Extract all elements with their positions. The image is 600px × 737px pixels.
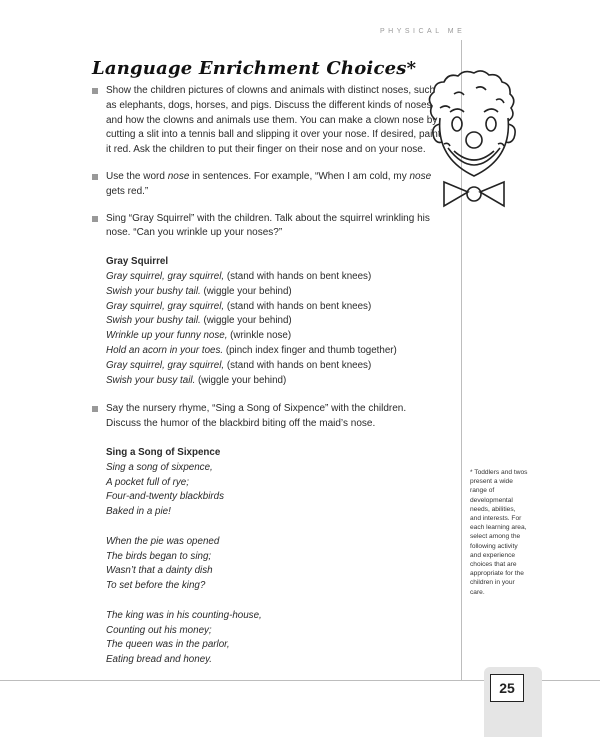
stanza-gap [106, 594, 442, 609]
bullet-text-emphasis: nose [167, 170, 190, 182]
rhyme-line: Four-and-twenty blackbirds [106, 491, 224, 503]
rhyme-line: The birds began to sing; [106, 550, 212, 562]
bullet-text: Sing “Gray Squirrel” with the children. Talk about the squirrel wrinkling his nose. “Can you wrinkle up your noses?” [106, 212, 430, 239]
bullet-square-icon [92, 88, 98, 94]
stanza-gap [106, 520, 442, 535]
bullet-square-icon [92, 406, 98, 412]
side-note: * Toddlers and twos present a wide range of developmental needs, abilities, and interests. For each learning area, select among the following activity and experience choices that are appropriate for the children in your care. [470, 469, 528, 596]
bullet-text-emphasis: nose [409, 170, 432, 182]
song-line: Gray squirrel, gray squirrel, (stand with hands on bent knees) [106, 359, 372, 371]
page-title: Language Enrichment Choices* [92, 58, 417, 79]
bullet-text: Say the nursery rhyme, “Sing a Song of Sixpence” with the children. Discuss the humor of the blackbird biting off the maid’s nose. [106, 403, 407, 430]
song-line: Wrinkle up your funny nose, (wrinkle nose) [106, 330, 292, 342]
bullet-square-icon [92, 174, 98, 180]
rhyme-line: The queen was in the parlor, [106, 639, 230, 651]
bullet-item [92, 402, 442, 432]
rhyme-title: Sing a Song of Sixpence [106, 446, 221, 458]
rhyme-sixpence [106, 446, 442, 668]
rhyme-line: Counting out his money; [106, 624, 212, 636]
bullet-item [92, 170, 442, 200]
rhyme-line: When the pie was opened [106, 535, 220, 547]
rhyme-line: To set before the king? [106, 580, 206, 592]
page-number: 25 [490, 674, 524, 702]
rhyme-line: Wasn’t that a dainty dish [106, 565, 213, 577]
bullet-text-part: gets red.” [106, 185, 149, 197]
bullet-text-part: in sentences. For example, “When I am cold, my [189, 170, 410, 182]
song-title: Gray Squirrel [106, 256, 169, 268]
song-line: Gray squirrel, gray squirrel, (stand with hands on bent knees) [106, 300, 372, 312]
bullet-square-icon [92, 216, 98, 222]
bullet-text: Show the children pictures of clowns and animals with distinct noses, such as elephants, dogs, horses, and pigs. Discuss the different kinds of noses and how the clowns and animals use them. You can make a clown nose by cutting a slit into a tennis ball and slipping it over your nose. If desired, paint it red. Ask the children to put their finger on their nose and on your nose. [106, 85, 441, 156]
rhyme-line: Eating bread and honey. [106, 654, 213, 666]
bullet-text-part: Use the word [106, 170, 168, 182]
main-content [92, 84, 442, 668]
song-line: Swish your bushy tail. (wiggle your behind) [106, 285, 292, 297]
song-line: Hold an acorn in your toes. (pinch index finger and thumb together) [106, 344, 397, 356]
rhyme-line: The king was in his counting-house, [106, 609, 262, 621]
rhyme-line: Sing a song of sixpence, [106, 461, 213, 473]
song-line: Swish your bushy tail. (wiggle your behind) [106, 315, 292, 327]
song-gray-squirrel [106, 255, 442, 388]
song-line: Gray squirrel, gray squirrel, (stand with hands on bent knees) [106, 270, 372, 282]
rhyme-line: A pocket full of rye; [106, 476, 189, 488]
bullet-item [92, 84, 442, 158]
bullet-item [92, 212, 442, 242]
rhyme-line: Baked in a pie! [106, 506, 171, 518]
song-line: Swish your busy tail. (wiggle your behind) [106, 374, 287, 386]
section-header: PHYSICAL ME [380, 28, 466, 35]
